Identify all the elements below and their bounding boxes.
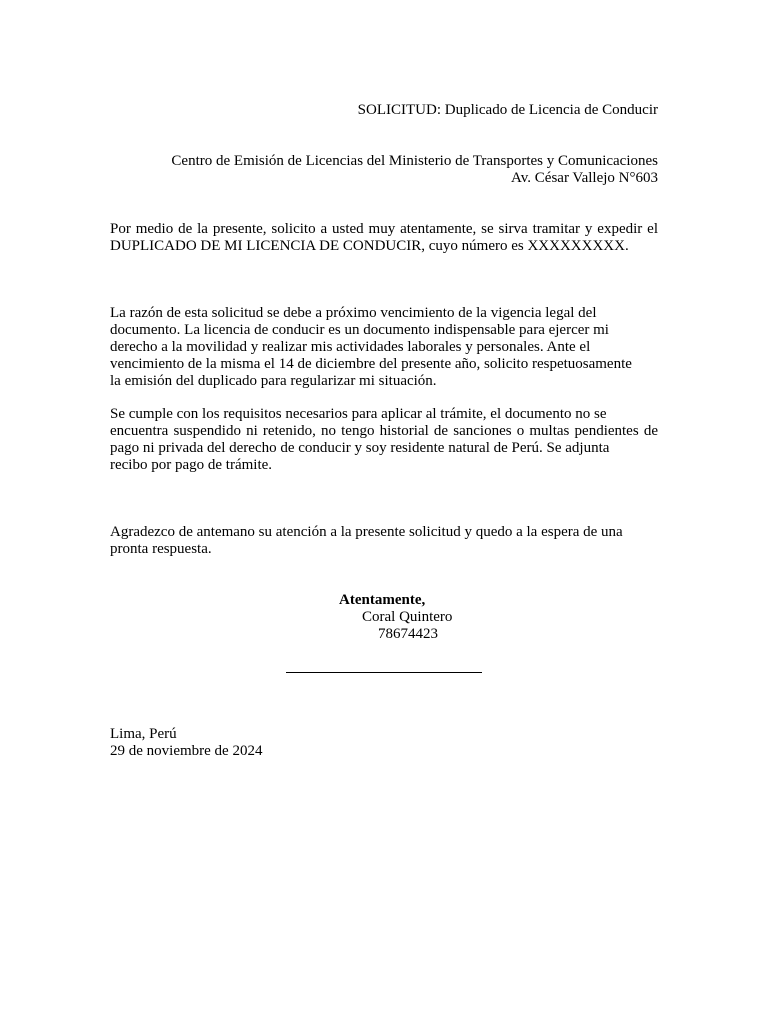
paragraph-request bbox=[110, 221, 658, 255]
paragraph-line: documento. La licencia de conducir es un documento indispensable para ejercer mi bbox=[110, 322, 609, 338]
subject-line: SOLICITUD: Duplicado de Licencia de Conducir bbox=[357, 102, 658, 118]
footer-place: Lima, Perú bbox=[110, 726, 177, 742]
paragraph-reason bbox=[110, 305, 658, 390]
paragraph-line: DUPLICADO DE MI LICENCIA DE CONDUCIR, cuyo número es XXXXXXXXX. bbox=[110, 238, 629, 254]
footer-date: 29 de noviembre de 2024 bbox=[110, 743, 263, 759]
paragraph-line: vencimiento de la misma el 14 de diciembre del presente año, solicito respetuosamente bbox=[110, 356, 632, 372]
paragraph-line: Agradezco de antemano su atención a la presente solicitud y quedo a la espera de una bbox=[110, 524, 623, 540]
paragraph-line: encuentra suspendido ni retenido, no tengo historial de sanciones o multas pendientes de bbox=[110, 423, 658, 439]
paragraph-line: recibo por pago de trámite. bbox=[110, 457, 273, 473]
recipient-name: Centro de Emisión de Licencias del Ministerio de Transportes y Comunicaciones bbox=[171, 153, 658, 169]
paragraph-line: pago ni privada del derecho de conducir y soy residente natural de Perú. Se adjunta bbox=[110, 440, 610, 456]
signer-id-number: 78674423 bbox=[378, 626, 438, 642]
paragraph-line: derecho a la movilidad y realizar mis actividades laborales y personales. Ante el bbox=[110, 339, 591, 355]
closing-salutation: Atentamente, bbox=[339, 592, 426, 608]
paragraph-line: pronta respuesta. bbox=[110, 541, 212, 557]
paragraph-line: Por medio de la presente, solicito a usted muy atentamente, se sirva tramitar y expedir el bbox=[110, 221, 658, 237]
paragraph-line: Se cumple con los requisitos necesarios para aplicar al trámite, el documento no se bbox=[110, 406, 607, 422]
paragraph-thanks bbox=[110, 524, 658, 558]
paragraph-line: La razón de esta solicitud se debe a próximo vencimiento de la vigencia legal del bbox=[110, 305, 597, 321]
signer-name: Coral Quintero bbox=[362, 609, 453, 625]
signature-line bbox=[286, 672, 482, 673]
recipient-address: Av. César Vallejo N°603 bbox=[511, 170, 658, 186]
paragraph-requirements bbox=[110, 406, 658, 474]
paragraph-line: la emisión del duplicado para regularizar mi situación. bbox=[110, 373, 437, 389]
